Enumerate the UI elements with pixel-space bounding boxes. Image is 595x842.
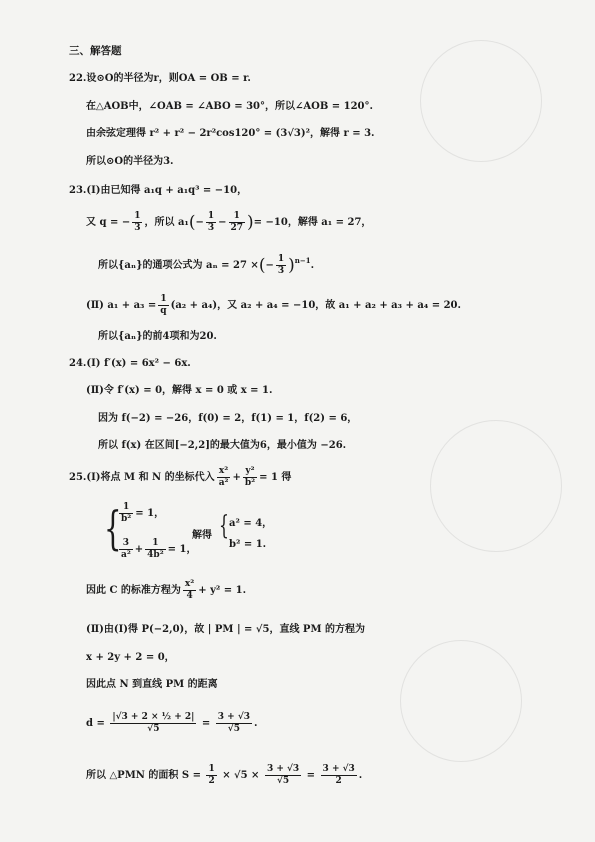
fraction: $\frac{\text{x²}}{4}$ [184,579,195,601]
q23-l2-mid: ，所以 a₁ [144,217,189,228]
fraction: $\frac{1}{\text{4b²}}$ [147,538,164,560]
fraction: $\frac{1}{27}$ [230,211,244,233]
q24-line-3: 因为 f(−2) = −26，f(0) = 2，f(1) = 1，f(2) = 6， [98,413,358,424]
fraction: $\frac{3}{\text{a²}}$ [121,538,131,560]
q24-line-1: 24.(Ⅰ) f′(x) = 6x² − 6x. [69,358,191,369]
q22-line-2: 在△AOB中，∠OAB = ∠ABO = 30°，所以∠AOB = 120°. [86,101,373,112]
q23-line-5: 所以{aₙ}的前4项和为20. [98,331,217,342]
fraction: $\frac{1}{\text{b²}}$ [121,502,132,524]
fraction: $\frac{1}{3}$ [134,211,141,233]
q23-l4-post: (a₂ + a₄)，又 a₂ + a₄ = −10，故 a₁ + a₂ + a₃ + a₄ = 20. [170,300,461,311]
q25-l1-post: = 1 得 [259,472,292,483]
solve-label: 解得 [192,530,212,541]
fraction: $\frac{1}{3}$ [277,254,285,276]
q25-distance: d = $\frac{\text{|√3 + 2 × ½ + 2|}}{√5}$ = $\frac{3 + √3}{√5}$ . [86,712,258,734]
fraction: $\frac{3 + √3}{√5}$ [217,712,251,734]
left-brace: { [104,501,122,555]
q23-l3-pre: 所以{aₙ}的通项公式为 aₙ = 27 × [98,260,259,271]
q23-line-2: 又 q = − $\frac{1}{3}$ ，所以 a₁(− $\frac{1}{3}$ − $\frac{1}{27}$ )= −10，解得 a₁ = 27， [86,211,372,233]
q23-l2-pre: 又 q = − [86,217,131,228]
q25-std-eq: 因此 C 的标准方程为 $\frac{\text{x²}}{4}$ + y² = 1. [86,579,247,601]
fraction: $\frac{3 + √3}{√5}$ [266,764,300,786]
q23-line-3: 所以{aₙ}的通项公式为 aₙ = 27 ×(− $\frac{1}{3}$ )$^{n-1}$. [98,254,315,276]
fraction: $\frac{1}{3}$ [207,211,215,233]
solution-1: a² = 4， [229,518,273,529]
fraction: $\frac{\text{|√3 + 2 × ½ + 2|}}{√5}$ [112,712,195,734]
solution-2: b² = 1. [229,539,267,550]
fraction: $\frac{\text{x²}}{\text{a²}}$ [218,466,229,488]
q25-line-4: 因此点 N 到直线 PM 的距离 [86,679,218,690]
q25-area: 所以 △PMN 的面积 S = $\frac{1}{2}$ × √5 × $\frac{3 + √3}{√5}$ = $\frac{3 + √3}{2}$ . [86,764,363,786]
system-eq-2: $\frac{3}{\text{a²}}$ + $\frac{1}{\text{4b²}}$ = 1， [121,538,197,560]
left-brace-small: { [219,511,229,541]
q22-line-1: 22.设⊙O的半径为r，则OA = OB = r. [69,73,251,84]
section-title: 三、解答题 [69,45,122,57]
fraction: $\frac{1}{q}$ [160,294,167,316]
q23-l4-pre: (Ⅱ) a₁ + a₃ = [86,300,157,311]
system-eq-1: $\frac{1}{\text{b²}}$ = 1， [121,502,165,524]
background-stamp [430,420,562,552]
q25-l1-pre: 25.(Ⅰ)将点 M 和 N 的坐标代入 [69,472,215,483]
q24-line-2: (Ⅱ)令 f′(x) = 0，解得 x = 0 或 x = 1. [86,385,273,396]
q23-line-1: 23.(Ⅰ)由已知得 a₁q + a₁q³ = −10， [69,185,248,196]
q25-line-3: x + 2y + 2 = 0， [86,652,175,663]
background-stamp [400,640,522,762]
fraction: $\frac{3 + √3}{2}$ [322,764,355,786]
q25-line-1: 25.(Ⅰ)将点 M 和 N 的坐标代入 $\frac{\text{x²}}{\text{a²}}$ + $\frac{\text{y²}}{\text{b²}}$ = 1 得 [69,466,292,488]
q23-line-4 [86,295,461,316]
q22-line-4: 所以⊙O的半径为3. [86,156,174,167]
q25-line-2: (Ⅱ)由(Ⅰ)得 P(−2,0)，故 | PM | = √5，直线 PM 的方程为 [86,624,366,635]
q22-line-3: 由余弦定理得 r² + r² − 2r²cos120° = (3√3)²，解得 r = 3. [86,128,375,139]
fraction: $\frac{1}{2}$ [208,764,215,786]
exponent: n−1 [294,256,311,265]
fraction: $\frac{\text{y²}}{\text{b²}}$ [244,466,256,488]
q23-l2-post: = −10，解得 a₁ = 27， [253,217,372,228]
background-stamp [420,40,542,162]
q24-line-4: 所以 f(x) 在区间[−2,2]的最大值为6，最小值为 −26. [98,440,347,451]
